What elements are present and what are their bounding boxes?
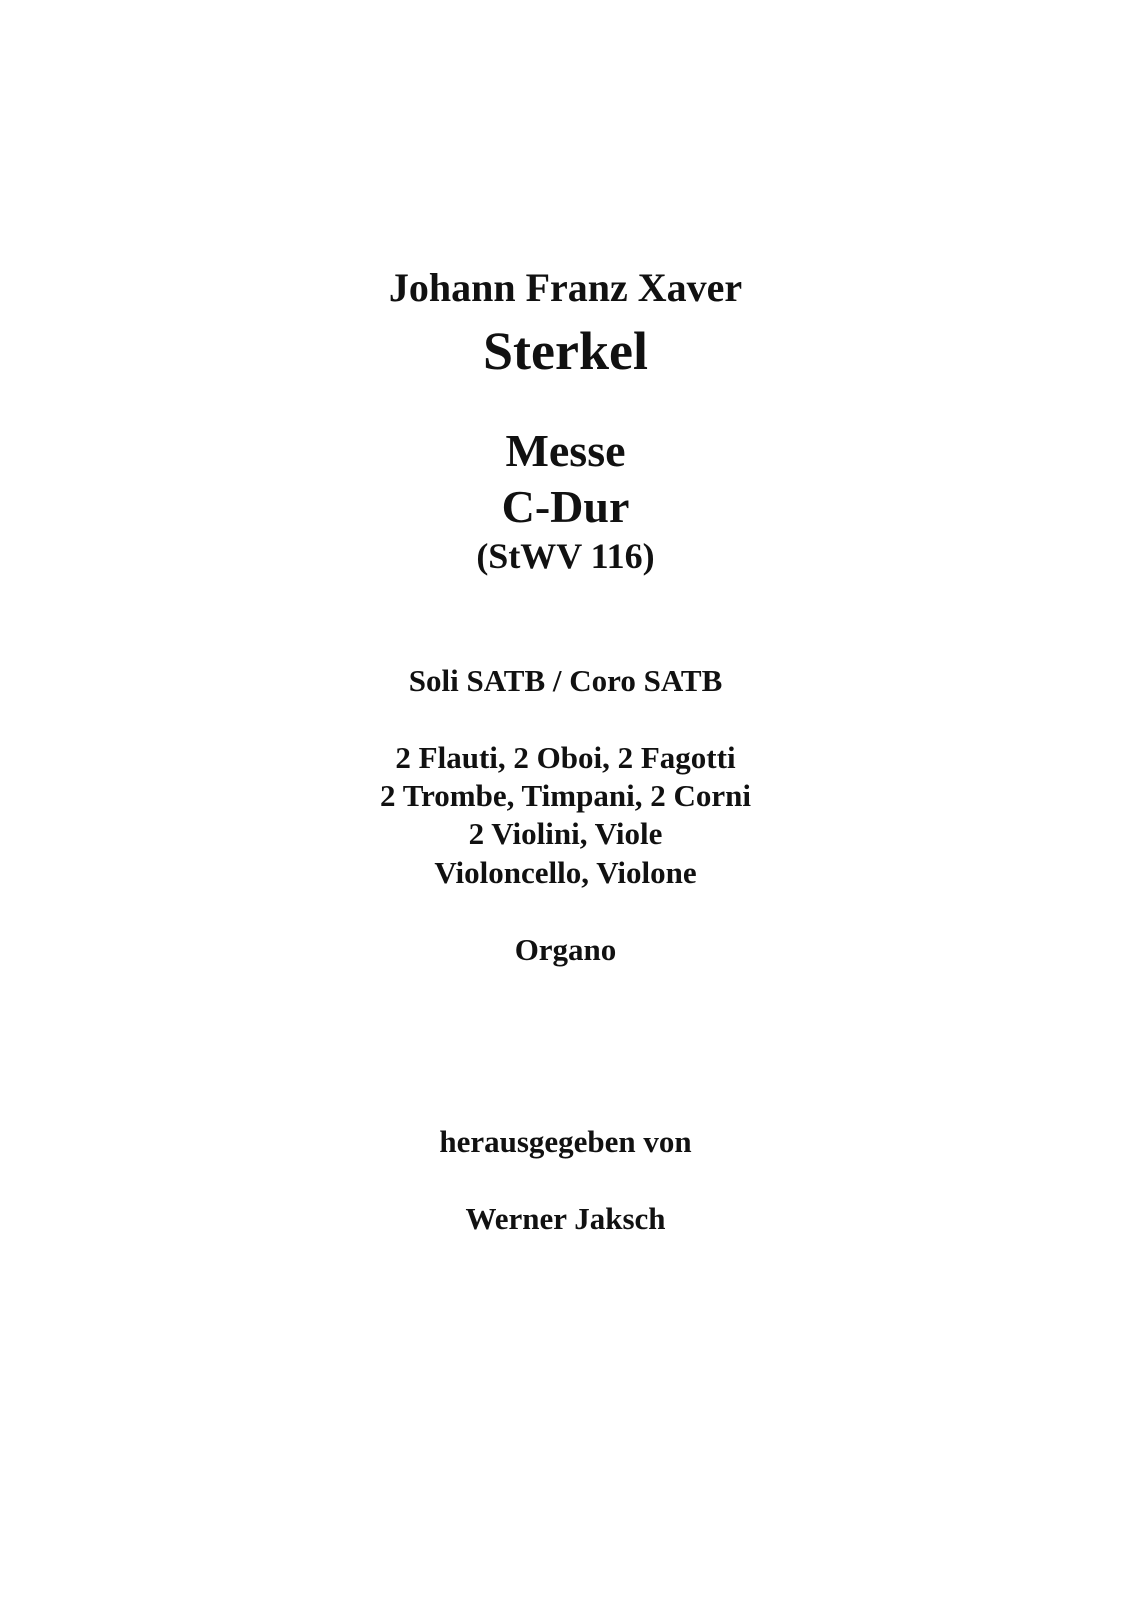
editor-label: herausgegeben von bbox=[439, 1124, 692, 1159]
work-title-line1: Messe bbox=[505, 425, 626, 476]
instrument-line: 2 Trombe, Timpani, 2 Corni bbox=[380, 778, 751, 813]
composer-surname: Sterkel bbox=[483, 321, 648, 381]
work-title-line2: C-Dur bbox=[501, 481, 630, 532]
continuo-instrument: Organo bbox=[514, 932, 617, 967]
catalog-number: (StWV 116) bbox=[476, 536, 655, 576]
instrument-line: 2 Violini, Viole bbox=[468, 816, 663, 851]
voices-scoring: Soli SATB / Coro SATB bbox=[408, 663, 723, 698]
composer-first-names: Johann Franz Xaver bbox=[388, 265, 743, 310]
instrument-line: Violoncello, Violone bbox=[434, 855, 697, 890]
editor-name: Werner Jaksch bbox=[465, 1201, 666, 1236]
instrument-line: 2 Flauti, 2 Oboi, 2 Fagotti bbox=[395, 740, 736, 775]
